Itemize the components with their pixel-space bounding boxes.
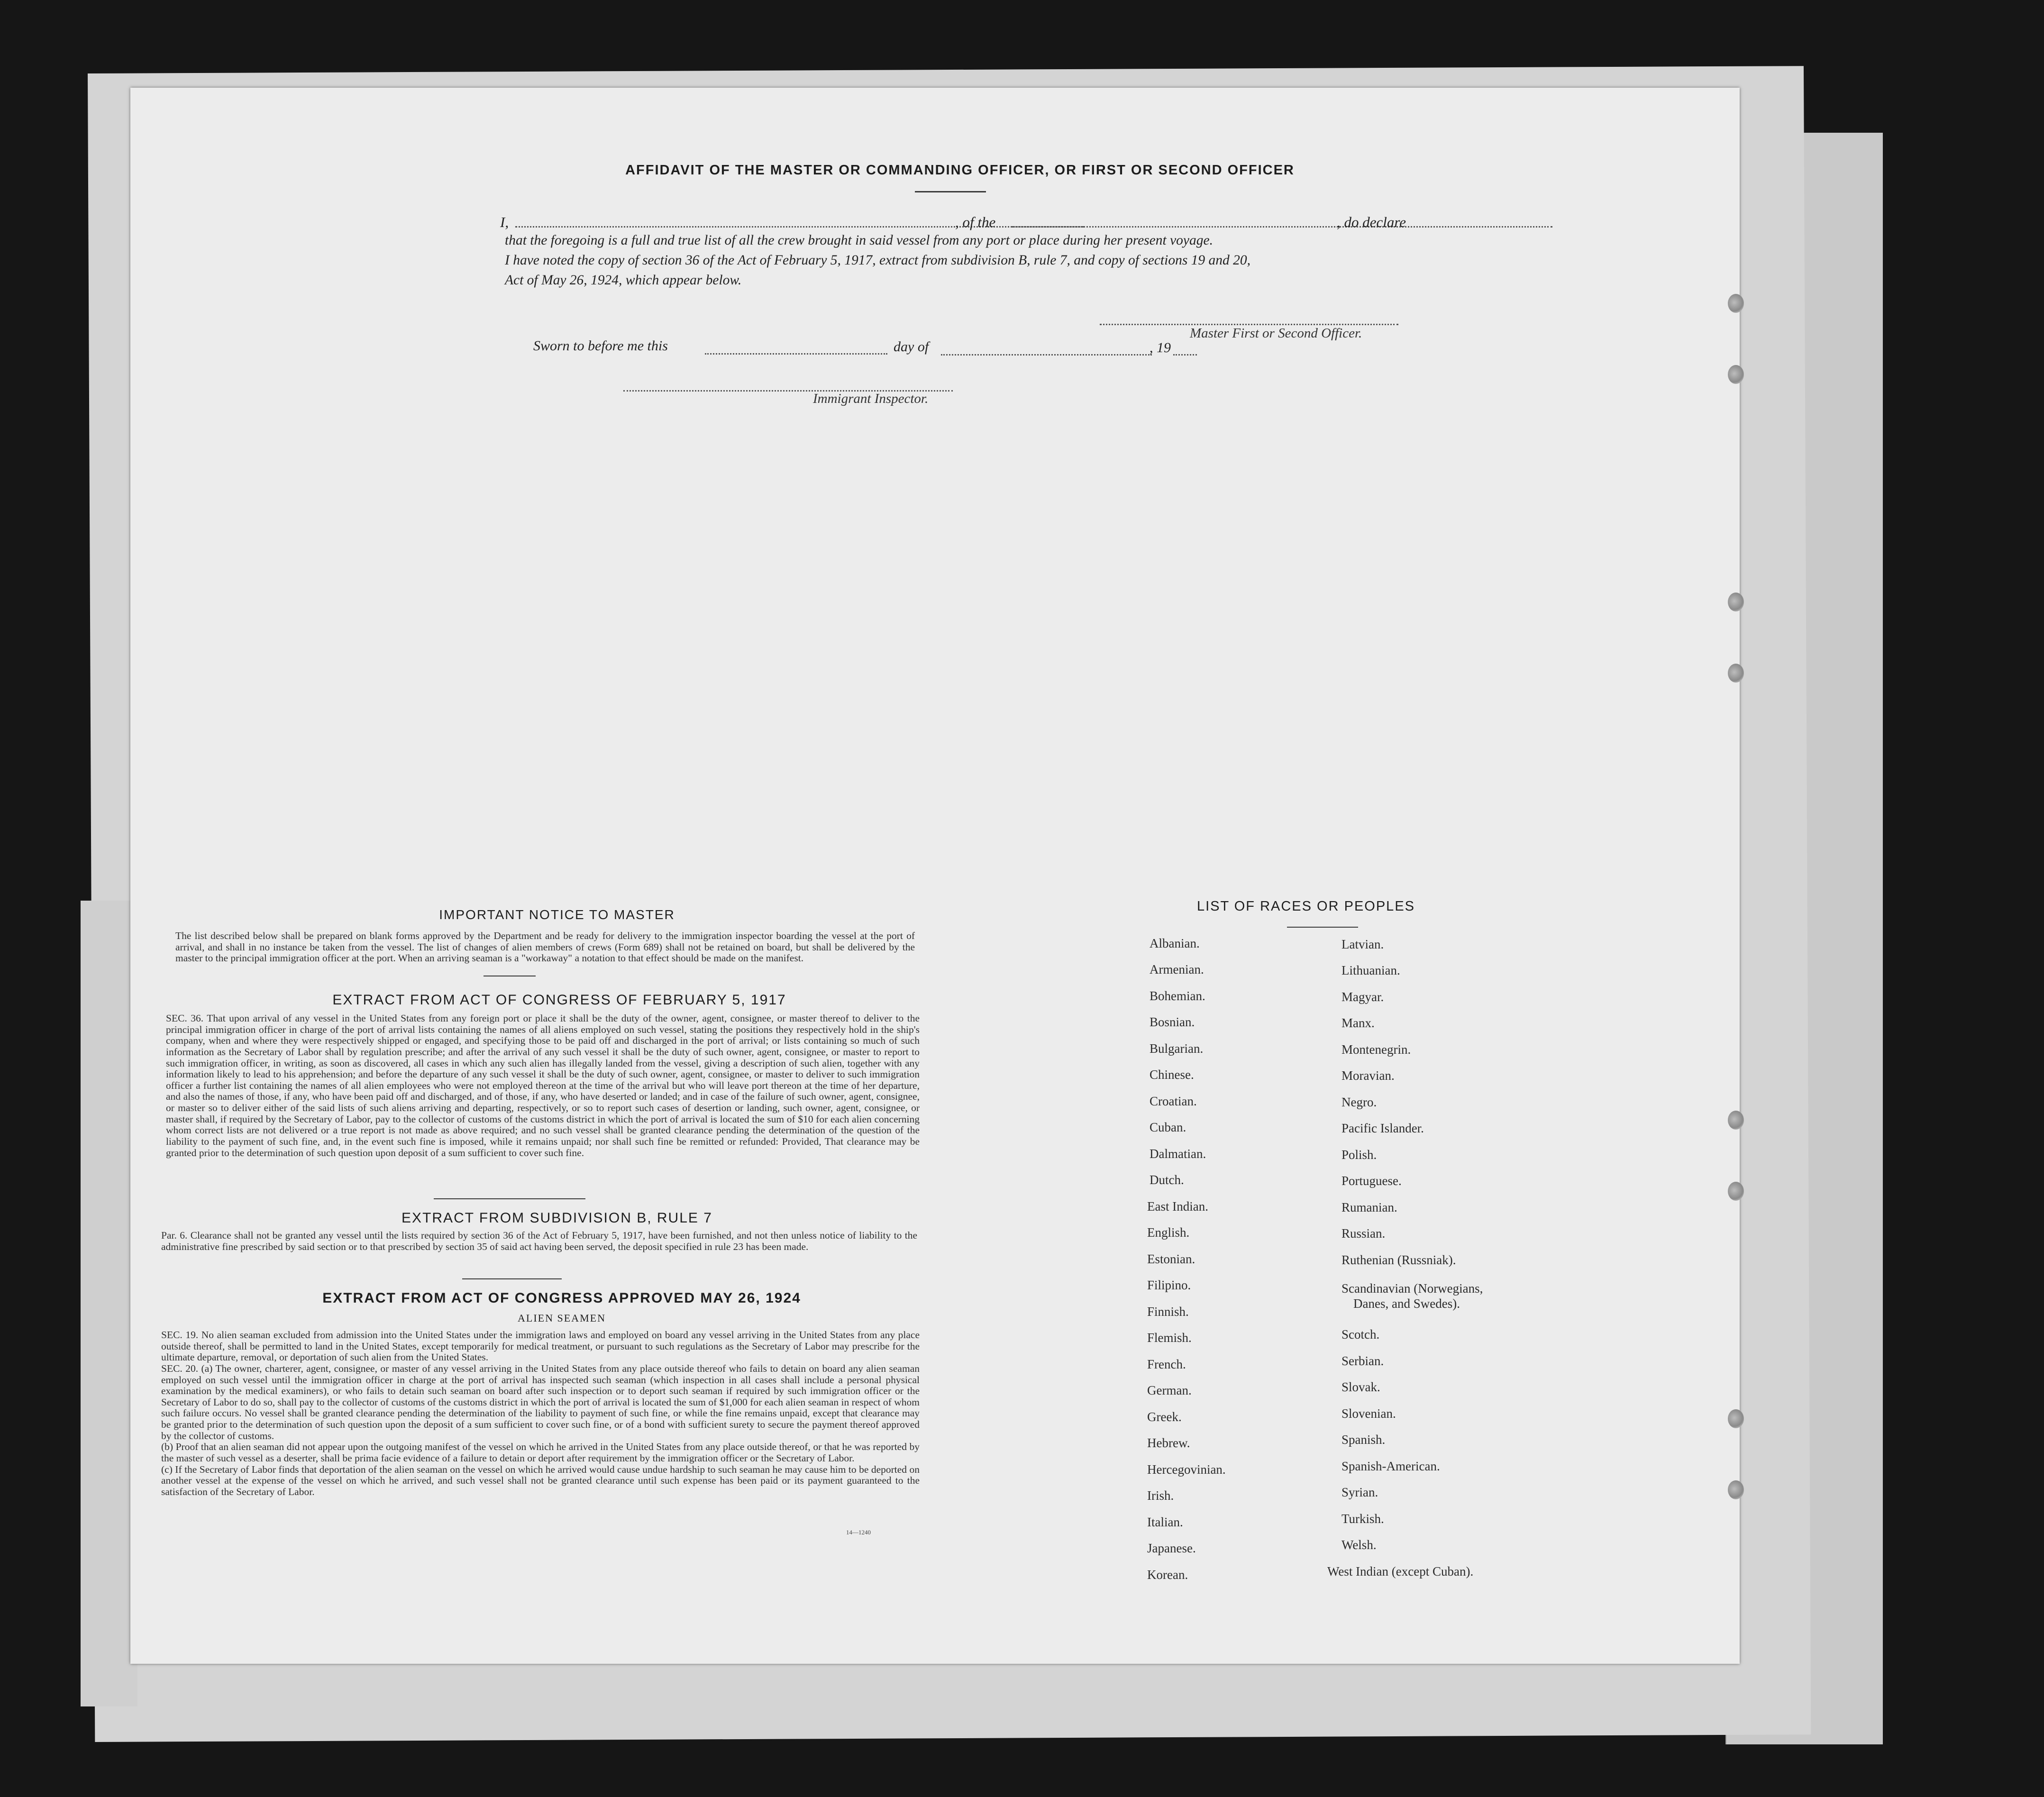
notice-body: The list described below shall be prepared on blank forms approved by the Department and be ready for delivery to the immigration inspector boarding the vessel at the port of arrival, and shall in no instance be taken from the vessel. The list of changes of alien members of crews (Form 689) shall not be retained on board, but shall be delivered by the master to the principal immigration officer at the port. When an arriving seaman is a "workaway" a notation to that effect should be made on the manifest. bbox=[175, 930, 915, 964]
subdivision-title: EXTRACT FROM SUBDIVISION B, RULE 7 bbox=[402, 1210, 712, 1226]
race-item: Bosnian. bbox=[1150, 1015, 1195, 1029]
punch-hole bbox=[1728, 1409, 1744, 1428]
race-item: Welsh. bbox=[1341, 1538, 1377, 1552]
race-item: Danes, and Swedes). bbox=[1353, 1296, 1460, 1311]
extract-1917-body: SEC. 36. That upon arrival of any vessel in the United States from any foreign port or place it shall be the duty of the owner, agent, consignee, or master thereof to deliver to the principal immigration officer in charge of the port of arrival lists containing the names of all aliens employed on such vessel, stating the positions they respectively hold in the ship's company, when and where they were respectively shipped or engaged, and specifying those to be paid off and discharged in the port of arrival; or lists containing so much of such information as the Secretary of Labor shall by regulation prescribe; and after the arrival of any such vessel it shall be the duty of such owner, agent, consignee, or master to report to such immigration officer, in writing, as soon as discovered, all cases in which any such alien has illegally landed from the vessel, giving a description of such alien, together with any information likely to lead to his apprehension; and before the departure of any such vessel it shall be the duty of such owner, agent, consignee, or master to deliver to such immigration officer a further list containing the names of all alien employees who were not employed thereon at the time of the arrival but who will leave port thereon at the time of her departure, and also the names of those, if any, who have been paid off and discharged, and of those, if any, who have deserted or landed; and in case of the failure of such owner, agent, consignee, or master so to deliver either of the said lists of such aliens arriving and departing, respectively, or so to report such cases of desertion or landing, such owner, agent, consignee, or master shall, if required by the Secretary of Labor, pay to the collector of customs of the customs district in which the port of arrival is located the sum of $10 for each alien concerning whom correct lists are not delivered or a true report is not made as above required; and no such vessel shall be granted clearance pending the determination of the question of the liability to the payment of such fine, and, in the event such fine is imposed, while it remains unpaid; nor shall such fine be remitted or refunded: Provided, That clearance may be granted prior to the determination of such question upon deposit of a sum sufficient to cover such fine. bbox=[166, 1013, 920, 1158]
race-item: Rumanian. bbox=[1341, 1200, 1397, 1214]
race-item: German. bbox=[1147, 1383, 1192, 1397]
extract-1924-sec20b: (b) Proof that an alien seaman did not appear upon the outgoing manifest of the vessel on which he arrived in the United States from any place outside thereof, or that he was reported by the master of such vessel as a deserter, shall be prima facie evidence of a failure to detain or deport after requirement by the immigration officer or the Secretary of Labor. bbox=[161, 1441, 920, 1464]
affidavit-name-blank bbox=[515, 226, 1084, 228]
race-item: Syrian. bbox=[1341, 1485, 1378, 1499]
affidavit-vessel-blank bbox=[1012, 226, 1552, 228]
race-item: East Indian. bbox=[1147, 1199, 1208, 1213]
race-item: Korean. bbox=[1147, 1568, 1188, 1582]
subdivision-body: Par. 6. Clearance shall not be granted any vessel until the lists required by section 36 of the Act of February 5, 1917, have been furnished, and not then unless notice of liability to the administrative fine prescribed by said section or to that prescribed by section 35 of said act having been served, the deposit specified in rule 23 has been made. bbox=[161, 1230, 917, 1252]
punch-hole bbox=[1728, 1182, 1744, 1201]
affidavit-of-the: , of the bbox=[955, 214, 996, 230]
master-signature-label: Master First or Second Officer. bbox=[1190, 326, 1362, 341]
race-item: Scandinavian (Norwegians, bbox=[1341, 1281, 1483, 1295]
race-item: Estonian. bbox=[1147, 1252, 1195, 1266]
race-item: Moravian. bbox=[1341, 1068, 1395, 1083]
race-item: Dutch. bbox=[1150, 1173, 1184, 1187]
punch-hole bbox=[1728, 365, 1744, 384]
race-item: Dalmatian. bbox=[1150, 1147, 1206, 1161]
races-title-rule bbox=[1287, 927, 1358, 928]
extract-1924-title: EXTRACT FROM ACT OF CONGRESS APPROVED MAY 26, 1924 bbox=[322, 1290, 801, 1306]
notice-title: IMPORTANT NOTICE TO MASTER bbox=[439, 907, 675, 922]
race-item: Pacific Islander. bbox=[1341, 1121, 1424, 1135]
affidavit-do-declare: , do declare bbox=[1337, 214, 1406, 230]
subdivision-rule bbox=[462, 1278, 562, 1279]
affidavit-line-3: I have noted the copy of section 36 of the Act of February 5, 1917, extract from subdivision B, rule 7, and copy of sections 19 and 20, bbox=[505, 253, 1251, 268]
race-item: Latvian. bbox=[1341, 937, 1384, 951]
race-item: Slovak. bbox=[1341, 1380, 1380, 1394]
race-item: English. bbox=[1147, 1225, 1190, 1240]
race-item: Hercegovinian. bbox=[1147, 1462, 1226, 1477]
races-column-right bbox=[1327, 937, 1526, 1601]
race-item: Montenegrin. bbox=[1341, 1042, 1411, 1057]
race-item: Russian. bbox=[1341, 1226, 1386, 1241]
master-signature-line bbox=[1100, 324, 1398, 325]
extract-1924-sec20c: (c) If the Secretary of Labor finds that deportation of the alien seaman on the vessel on which he arrived would cause undue hardship to such seaman he may cause him to be deported on another vessel at the expense of the vessel on which he arrived, and such vessel shall not be granted clearance until such expense has been paid or its payment guaranteed to the satisfaction of the Secretary of Labor. bbox=[161, 1463, 920, 1497]
sworn-prefix: Sworn to before me this bbox=[533, 338, 668, 354]
race-item: Filipino. bbox=[1147, 1278, 1191, 1292]
document-page bbox=[130, 88, 1740, 1664]
race-item: Slovenian. bbox=[1341, 1406, 1396, 1421]
race-item: Bulgarian. bbox=[1150, 1041, 1204, 1056]
punch-hole bbox=[1728, 593, 1744, 611]
races-title: LIST OF RACES OR PEOPLES bbox=[1196, 899, 1415, 914]
race-item: Negro. bbox=[1341, 1095, 1377, 1109]
sworn-month-blank bbox=[941, 354, 1152, 356]
punch-hole bbox=[1728, 294, 1744, 313]
race-item: Croatian. bbox=[1150, 1094, 1197, 1108]
race-item: Portuguese. bbox=[1341, 1174, 1402, 1188]
race-item: Spanish-American. bbox=[1341, 1459, 1440, 1473]
punch-hole bbox=[1728, 1480, 1744, 1499]
extract-1924-sec20a: SEC. 20. (a) The owner, charterer, agent, consignee, or master of any vessel arriving in the United States from any place outside thereof who fails to detain on board any alien seaman employed on such vessel until the immigration officer in charge at the port of arrival has inspected such seaman (which inspection in all cases shall include a personal physical examination by the medical examiners), or who fails to detain such seaman on board after such inspection or to deport such seaman if required by such immigration officer or the Secretary of Labor to do so, shall pay to the collector of customs of the customs district in which the port of arrival is located the sum of $1,000 for each alien seaman in respect of whom such failure occurs. No vessel shall be granted clearance pending the determination of the liability to payment of such fine, or while the fine remains unpaid, except that clearance may be granted prior to the determination of such question upon the deposit of a sum sufficient to cover such fine, or of a bond with sufficient surety to secure the payment thereof approved by the collector of customs. bbox=[161, 1362, 920, 1441]
affidavit-title: AFFIDAVIT OF THE MASTER OR COMMANDING OFFICER, OR FIRST OR SECOND OFFICER bbox=[625, 163, 1295, 178]
punch-hole bbox=[1728, 664, 1744, 683]
race-item: Manx. bbox=[1341, 1016, 1375, 1030]
affidavit-line-4: Act of May 26, 1924, which appear below. bbox=[505, 273, 742, 288]
extract-1917-rule bbox=[434, 1198, 585, 1199]
race-item: Armenian. bbox=[1150, 962, 1204, 976]
race-item: Bohemian. bbox=[1150, 989, 1205, 1003]
sworn-day-of: day of bbox=[894, 339, 929, 355]
race-item: Albanian. bbox=[1150, 936, 1200, 950]
race-item: Italian. bbox=[1147, 1515, 1183, 1529]
extract-1924-sec19: SEC. 19. No alien seaman excluded from admission into the United States under the immigration laws and employed on board any vessel arriving in the United States from any place outside thereof, shall be permitted to land in the United States, except temporarily for medical treatment, or pursuant to such regulations as the Secretary of Labor may prescribe for the ultimate departure, removal, or deportation of such alien from the United States. bbox=[161, 1329, 920, 1363]
sworn-year-blank bbox=[1173, 354, 1197, 356]
extract-1924-sections bbox=[161, 1330, 920, 1498]
inspector-signature-label: Immigrant Inspector. bbox=[813, 391, 929, 406]
race-item: Greek. bbox=[1147, 1410, 1182, 1424]
race-item: Scotch. bbox=[1341, 1327, 1380, 1341]
affidavit-line-2: that the foregoing is a full and true list of all the crew brought in said vessel from any port or place during her present voyage. bbox=[505, 233, 1213, 248]
race-item: Japanese. bbox=[1147, 1541, 1196, 1555]
race-item: Chinese. bbox=[1150, 1067, 1194, 1082]
underlying-page-strip bbox=[81, 901, 137, 1706]
sworn-year: , 19 bbox=[1150, 340, 1171, 356]
race-item: Hebrew. bbox=[1147, 1436, 1190, 1450]
affidavit-i: I, bbox=[500, 214, 509, 230]
races-column-left bbox=[1138, 936, 1294, 1595]
race-item: Magyar. bbox=[1341, 990, 1384, 1004]
race-item: Lithuanian. bbox=[1341, 963, 1400, 977]
race-item: Spanish. bbox=[1341, 1432, 1386, 1447]
form-number: 14—1240 bbox=[846, 1529, 871, 1536]
race-item: Ruthenian (Russniak). bbox=[1341, 1253, 1456, 1267]
race-item: Finnish. bbox=[1147, 1304, 1189, 1319]
race-item: Flemish. bbox=[1147, 1331, 1192, 1345]
race-item: Irish. bbox=[1147, 1488, 1174, 1503]
race-item: Polish. bbox=[1341, 1148, 1377, 1162]
race-item: French. bbox=[1147, 1357, 1186, 1371]
race-item: Turkish. bbox=[1341, 1512, 1384, 1526]
sworn-day-blank bbox=[705, 353, 887, 355]
race-item: West Indian (except Cuban). bbox=[1327, 1564, 1474, 1578]
extract-1917-title: EXTRACT FROM ACT OF CONGRESS OF FEBRUARY 5, 1917 bbox=[332, 992, 786, 1008]
affidavit-title-rule bbox=[915, 191, 986, 192]
extract-1924-subtitle: ALIEN SEAMEN bbox=[518, 1312, 606, 1324]
race-item: Cuban. bbox=[1150, 1120, 1186, 1134]
race-item: Serbian. bbox=[1341, 1354, 1384, 1368]
punch-hole bbox=[1728, 1111, 1744, 1130]
